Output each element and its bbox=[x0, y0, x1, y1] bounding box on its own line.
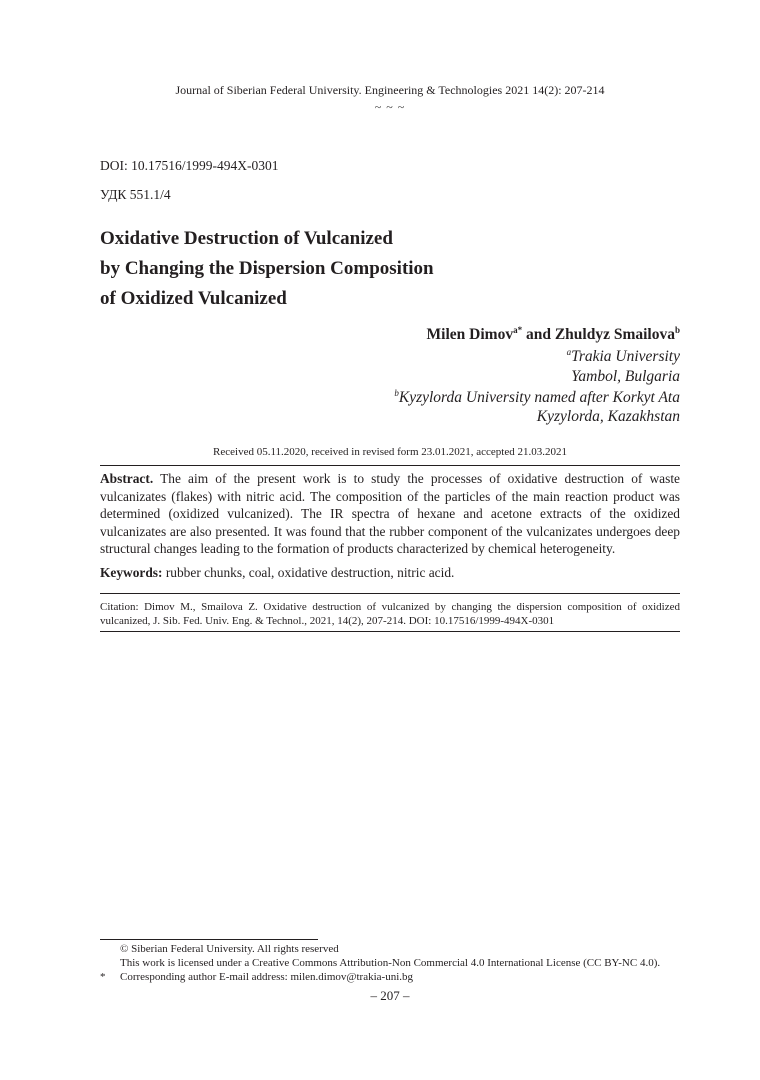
author-2-name: Zhuldyz Smailova bbox=[554, 326, 675, 343]
affiliation-b-city: Kyzylorda, Kazakhstan bbox=[536, 408, 680, 425]
copyright-text: © Siberian Federal University. All rights reserved bbox=[120, 943, 339, 955]
affiliation-a-mark: a bbox=[566, 347, 572, 357]
affiliation-a-name bbox=[567, 347, 680, 366]
authors-joiner: and bbox=[522, 326, 555, 343]
citation-bottom-rule bbox=[100, 631, 680, 632]
title-line-3: of Oxidized Vulcanized bbox=[100, 288, 287, 309]
header-ornament: ~ ~ ~ bbox=[374, 100, 406, 114]
footnote-star: * bbox=[100, 971, 106, 983]
affiliation-b-name bbox=[394, 388, 680, 407]
page-number: – 207 – bbox=[370, 988, 410, 1003]
license-text: This work is licensed under a Creative Commons Attribution-Non Commercial 4.0 International License (CC BY-NC 4.0). bbox=[120, 957, 661, 969]
title-line-1: Oxidative Destruction of Vulcanized bbox=[100, 228, 393, 249]
footnote-rule bbox=[100, 939, 318, 940]
doi-line: DOI: 10.17516/1999-494X-0301 bbox=[100, 158, 279, 173]
keywords-label: Keywords: bbox=[100, 565, 163, 580]
footnote-copyright bbox=[100, 943, 339, 956]
citation-block: Citation: Dimov M., Smailova Z. Oxidative destruction of vulcanized by changing the dispersion composition of oxidized vulcanized, J. Sib. Fed. Univ. Eng. & Technol., 2021, 14(2), 207-214. DOI: 10.17516/1999-494X-0301 bbox=[100, 601, 680, 627]
journal-header: Journal of Siberian Federal University. Engineering & Technologies 2021 14(2): 207-214 bbox=[175, 83, 605, 97]
article-title bbox=[100, 224, 434, 314]
affiliation-a-text: Trakia University bbox=[571, 348, 680, 365]
title-line-2: by Changing the Dispersion Composition bbox=[100, 258, 434, 279]
affiliation-b-mark: b bbox=[394, 388, 399, 398]
footnote-corresponding bbox=[100, 971, 413, 984]
received-dates: Received 05.11.2020, received in revised form 23.01.2021, accepted 21.03.2021 bbox=[213, 446, 567, 458]
corresponding-text: Corresponding author E-mail address: milen.dimov@trakia-uni.bg bbox=[120, 971, 414, 983]
footnote-license bbox=[100, 957, 660, 970]
abstract-label: Abstract. bbox=[100, 471, 154, 486]
abstract-top-rule bbox=[100, 465, 680, 466]
affiliation-b-text: Kyzylorda University named after Korkyt Ata bbox=[398, 389, 680, 406]
affiliation-a-city: Yambol, Bulgaria bbox=[571, 368, 680, 385]
abstract-paragraph bbox=[100, 470, 680, 558]
author-2-mark: b bbox=[674, 325, 680, 335]
keywords-text: rubber chunks, coal, oxidative destruction, nitric acid. bbox=[162, 565, 455, 580]
citation-top-rule bbox=[100, 593, 680, 594]
authors-line bbox=[427, 325, 680, 344]
abstract-text: The aim of the present work is to study the processes of oxidative destruction of waste vulcanizates (flakes) with nitric acid. The composition of the particles of the main reaction product was determined (oxidized vulcanized). The IR spectra of hexane and acetone extracts of the oxidized vulcanizates are also presented. It was found that the rubber component of the vulcanizates undergoes deep structural changes leading to the formation of products characterized by chemical heterogeneity. bbox=[100, 471, 680, 556]
keywords-line bbox=[100, 565, 680, 581]
udk-line: УДК 551.1/4 bbox=[100, 187, 171, 202]
author-1-name: Milen Dimov bbox=[426, 326, 514, 343]
author-1-mark: a* bbox=[513, 325, 523, 335]
